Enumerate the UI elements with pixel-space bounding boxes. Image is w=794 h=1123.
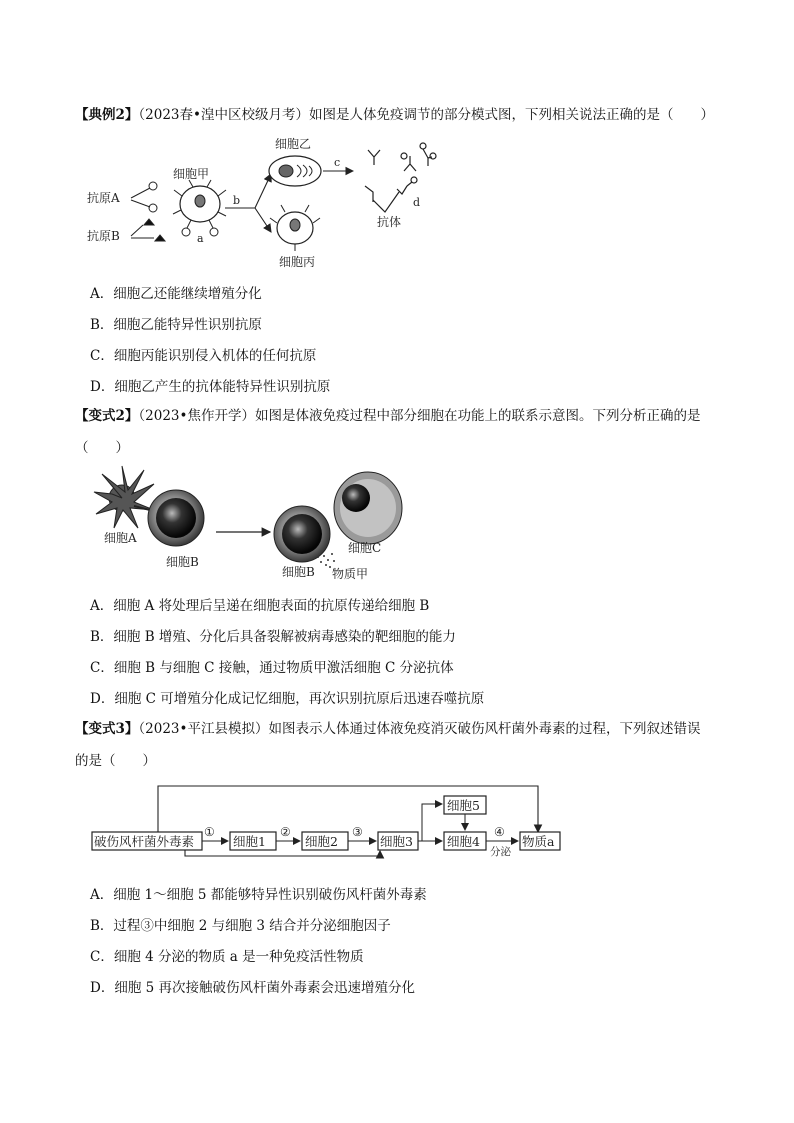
step-4: ④ — [494, 825, 505, 839]
step-2: ② — [280, 825, 291, 839]
cell4-box: 细胞4 — [447, 834, 480, 849]
antigen-a-marks — [131, 182, 157, 212]
q2-option-d[interactable]: D．细胞 C 可增殖分化成记忆细胞，再次识别抗原后迅速吞噬抗原 — [90, 691, 485, 707]
cell1-box: 细胞1 — [233, 834, 266, 849]
label-b: b — [233, 194, 241, 207]
q3-option-c[interactable]: C．细胞 4 分泌的物质 a 是一种免疫活性物质 — [90, 949, 364, 965]
q1-option-c[interactable]: C．细胞丙能识别侵入机体的任何抗原 — [90, 348, 317, 364]
q3-stem-line2: 的是（ ） — [75, 753, 156, 769]
cell-b1-label: 细胞B — [166, 555, 199, 569]
q2-stem: （2023•焦作开学）如图是体液免疫过程中部分细胞在功能上的联系示意图。下列分析正确的是 — [138, 408, 701, 424]
branch-arrows — [225, 174, 271, 232]
antigen-a-label: 抗原A — [87, 191, 120, 205]
q3-tag: 【变式3】 — [75, 721, 139, 737]
antibody-label: 抗体 — [377, 215, 402, 229]
q1-tag: 【典例2】 — [75, 107, 139, 123]
antigen-b-marks — [131, 219, 165, 241]
q1-immune-diagram — [85, 128, 445, 268]
q3-option-a[interactable]: A．细胞 1～细胞 5 都能够特异性识别破伤风杆菌外毒素 — [90, 887, 427, 903]
q1-stem: （2023春•湟中区校级月考）如图是人体免疫调节的部分模式图，下列相关说法正确的是（ ） — [138, 107, 714, 123]
cell-a-dendritic — [94, 466, 154, 528]
cell-jia-label: 细胞甲 — [173, 167, 210, 181]
cell3-box: 细胞3 — [380, 834, 413, 849]
cell-bing — [270, 205, 320, 251]
cell-b-second — [274, 506, 330, 562]
q3-stem-line — [75, 717, 700, 737]
substance-label: 物质甲 — [332, 567, 369, 581]
q2-cell-diagram — [92, 462, 422, 582]
label-a: a — [197, 232, 204, 245]
cell5-box: 细胞5 — [447, 798, 480, 813]
antigen-b-label: 抗原B — [87, 229, 120, 243]
cell-yi — [269, 156, 321, 186]
bypass-line — [185, 850, 380, 856]
cell-a-label: 细胞A — [104, 531, 137, 545]
q2-option-a[interactable]: A．细胞 A 将处理后呈递在细胞表面的抗原传递给细胞 B — [90, 598, 430, 614]
secrete-label: 分泌 — [490, 846, 511, 858]
q2-stem-line — [75, 404, 700, 424]
q2-option-b[interactable]: B．细胞 B 增殖、分化后具备裂解被病毒感染的靶细胞的能力 — [90, 629, 456, 645]
cell-b2-label: 细胞B — [282, 565, 315, 579]
q3-flow-diagram — [90, 780, 570, 860]
q1-option-d[interactable]: D．细胞乙产生的抗体能特异性识别抗原 — [90, 379, 331, 395]
q1-option-a[interactable]: A．细胞乙还能继续增殖分化 — [90, 286, 262, 302]
q2-stem-line2: （ ） — [75, 440, 129, 456]
cell-c — [334, 472, 402, 544]
q3-stem: （2023•平江县模拟）如图表示人体通过体液免疫消灭破伤风杆菌外毒素的过程，下列叙述错误 — [138, 721, 701, 737]
cell-b-first — [148, 490, 204, 546]
q3-option-d[interactable]: D．细胞 5 再次接触破伤风杆菌外毒素会迅速增殖分化 — [90, 980, 415, 996]
q1-option-b[interactable]: B．细胞乙能特异性识别抗原 — [90, 317, 262, 333]
cell-jia — [173, 180, 226, 236]
cell-yi-label: 细胞乙 — [275, 137, 312, 151]
label-c: c — [334, 156, 341, 169]
cell2-box: 细胞2 — [305, 834, 338, 849]
antibodies — [365, 143, 436, 212]
step-3: ③ — [352, 825, 363, 839]
q3-option-b[interactable]: B．过程③中细胞 2 与细胞 3 结合并分泌细胞因子 — [90, 918, 391, 934]
cell-bing-label: 细胞丙 — [279, 255, 316, 269]
q2-option-c[interactable]: C．细胞 B 与细胞 C 接触，通过物质甲激活细胞 C 分泌抗体 — [90, 660, 454, 676]
q1-stem-line — [75, 103, 714, 123]
step-1: ① — [204, 825, 215, 839]
toxin-box: 破伤风杆菌外毒素 — [94, 834, 195, 849]
label-d: d — [413, 196, 421, 209]
q2-tag: 【变式2】 — [75, 408, 139, 424]
product-box: 物质a — [522, 834, 555, 849]
cell-c-label: 细胞C — [348, 541, 382, 555]
